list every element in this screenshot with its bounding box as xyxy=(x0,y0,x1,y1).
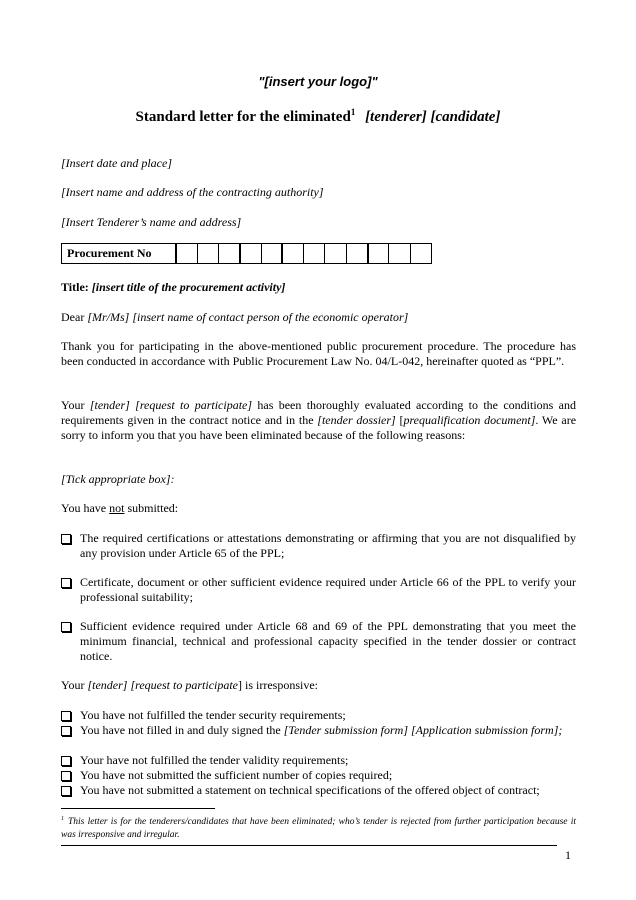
title-line xyxy=(61,280,576,295)
irresponsive-checkbox-row[interactable] xyxy=(61,723,576,753)
paragraph-italic: [tender dossier] xyxy=(317,413,396,427)
reason-text: The required certifications or attestations demonstrating or affirming that you are not disqualified by any provision under Article 65 of the PPL; xyxy=(80,531,576,560)
authority-field: [Insert name and address of the contracting authority] xyxy=(61,185,324,199)
page-footer-rule xyxy=(61,845,557,846)
procurement-no-cell xyxy=(389,244,410,264)
document-title xyxy=(0,108,636,126)
checkbox-icon[interactable] xyxy=(61,711,71,721)
checkbox-icon[interactable] xyxy=(61,578,71,588)
procurement-no-cell xyxy=(219,244,240,264)
footnote-text: This letter is for the tenderers/candidates that have been eliminated; who’s tender is rejected from further participation because it was irresponsive and irregular. xyxy=(61,817,576,840)
paragraph-text: has been thoroughly evaluated according to the conditions and requirements given in the contract notice and in the xyxy=(61,398,577,427)
irresponsive-checkbox-row[interactable] xyxy=(61,753,576,768)
reason-checkbox-row[interactable] xyxy=(61,575,576,607)
tenderer-field: [Insert Tenderer’s name and address] xyxy=(61,215,242,229)
title-footnote-ref: 1 xyxy=(350,107,356,117)
paragraph-text: Your xyxy=(61,398,85,412)
salutation xyxy=(61,310,576,325)
paragraph-text: . We are sorry to inform you that you have been eliminated because of the following reasons: xyxy=(61,413,577,442)
page-number: 1 xyxy=(565,848,571,862)
procurement-no-label: Procurement No xyxy=(62,244,177,264)
reason-plain: You have not filled in and duly signed the xyxy=(80,723,281,737)
not-submitted-heading xyxy=(61,501,576,516)
reason-checkbox-row[interactable] xyxy=(61,531,576,563)
irresponsive-checkbox-row[interactable] xyxy=(61,708,576,723)
procurement-no-cell xyxy=(410,244,431,264)
reason-plain: You have not submitted the sufficient number of copies required; xyxy=(80,768,393,782)
checkbox-icon[interactable] xyxy=(61,622,71,632)
checkbox-icon[interactable] xyxy=(61,726,71,736)
heading-text: submitted: xyxy=(127,501,179,515)
procurement-no-cell xyxy=(304,244,325,264)
heading-text: You have xyxy=(61,501,107,515)
title-italic: [tenderer] [candidate] xyxy=(365,109,501,125)
irresponsive-heading xyxy=(61,678,576,693)
reason-plain: You have not submitted a statement on technical specifications of the offered object of contract; xyxy=(80,783,540,797)
procurement-no-cell xyxy=(176,244,197,264)
reason-text xyxy=(80,783,576,798)
procurement-no-cell xyxy=(197,244,218,264)
paragraph-italic: prequalification document] xyxy=(403,413,536,427)
reason-italic: [Tender submission form] [Application submission form]; xyxy=(283,723,563,737)
irresponsive-checkbox-row[interactable] xyxy=(61,783,576,798)
paragraph-italic: [tender] [request to participate] xyxy=(89,398,253,412)
reason-plain: Your have not fulfilled the tender validity requirements; xyxy=(80,753,349,767)
heading-italic: [tender] [request to participate xyxy=(87,678,239,692)
heading-text: Your xyxy=(61,678,85,692)
reason-text: Sufficient evidence required under Article 68 and 69 of the PPL demonstrating that you meet the minimum financial, technical and professional capacity specified in the tender dossier or contract notice. xyxy=(80,619,576,663)
checkbox-icon[interactable] xyxy=(61,771,71,781)
procurement-no-cell xyxy=(346,244,367,264)
reason-checkbox-row[interactable] xyxy=(61,619,576,666)
paragraph-evaluation xyxy=(61,398,576,443)
footnote-number: 1 xyxy=(61,815,64,822)
reason-plain: You have not fulfilled the tender security requirements; xyxy=(80,708,346,722)
checkbox-icon[interactable] xyxy=(61,756,71,766)
procurement-no-cell xyxy=(325,244,346,264)
footnote-separator xyxy=(61,808,215,809)
title-main: Standard letter for the eliminated xyxy=(135,109,351,125)
title-value: [insert title of the procurement activity] xyxy=(91,280,286,294)
salutation-dear: Dear xyxy=(61,310,85,324)
procurement-no-cell xyxy=(368,244,389,264)
checkbox-icon[interactable] xyxy=(61,534,71,544)
heading-text: ] is irresponsive: xyxy=(238,678,319,692)
salutation-name: [insert name of contact person of the economic operator] xyxy=(132,310,409,324)
reason-text: Certificate, document or other sufficient evidence required under Article 66 of the PPL to verify your professional suitability; xyxy=(80,575,576,604)
paragraph-intro: Thank you for participating in the above-mentioned public procurement procedure. The procedure has been conducted in accordance with Public Procurement Law No. 04/L-042, hereinafter quoted as “PPL”. xyxy=(61,339,576,368)
title-label: Title: xyxy=(61,280,89,294)
procurement-number-table xyxy=(61,243,432,264)
paragraph-text: [ xyxy=(399,413,404,427)
heading-underlined: not xyxy=(109,501,125,515)
procurement-no-cell xyxy=(261,244,282,264)
date-place-field: [Insert date and place] xyxy=(61,156,172,170)
logo-placeholder: "[insert your logo]" xyxy=(258,74,378,89)
reason-text xyxy=(80,708,576,723)
checkbox-icon[interactable] xyxy=(61,786,71,796)
tick-instruction: [Tick appropriate box]: xyxy=(61,472,175,486)
footnote xyxy=(61,816,576,842)
reason-text xyxy=(80,768,576,783)
reason-text xyxy=(80,723,576,738)
procurement-no-cell xyxy=(282,244,303,264)
reason-text xyxy=(80,753,576,768)
irresponsive-checkbox-row[interactable] xyxy=(61,768,576,783)
salutation-title: [Mr/Ms] xyxy=(87,310,130,324)
procurement-no-cell xyxy=(240,244,261,264)
